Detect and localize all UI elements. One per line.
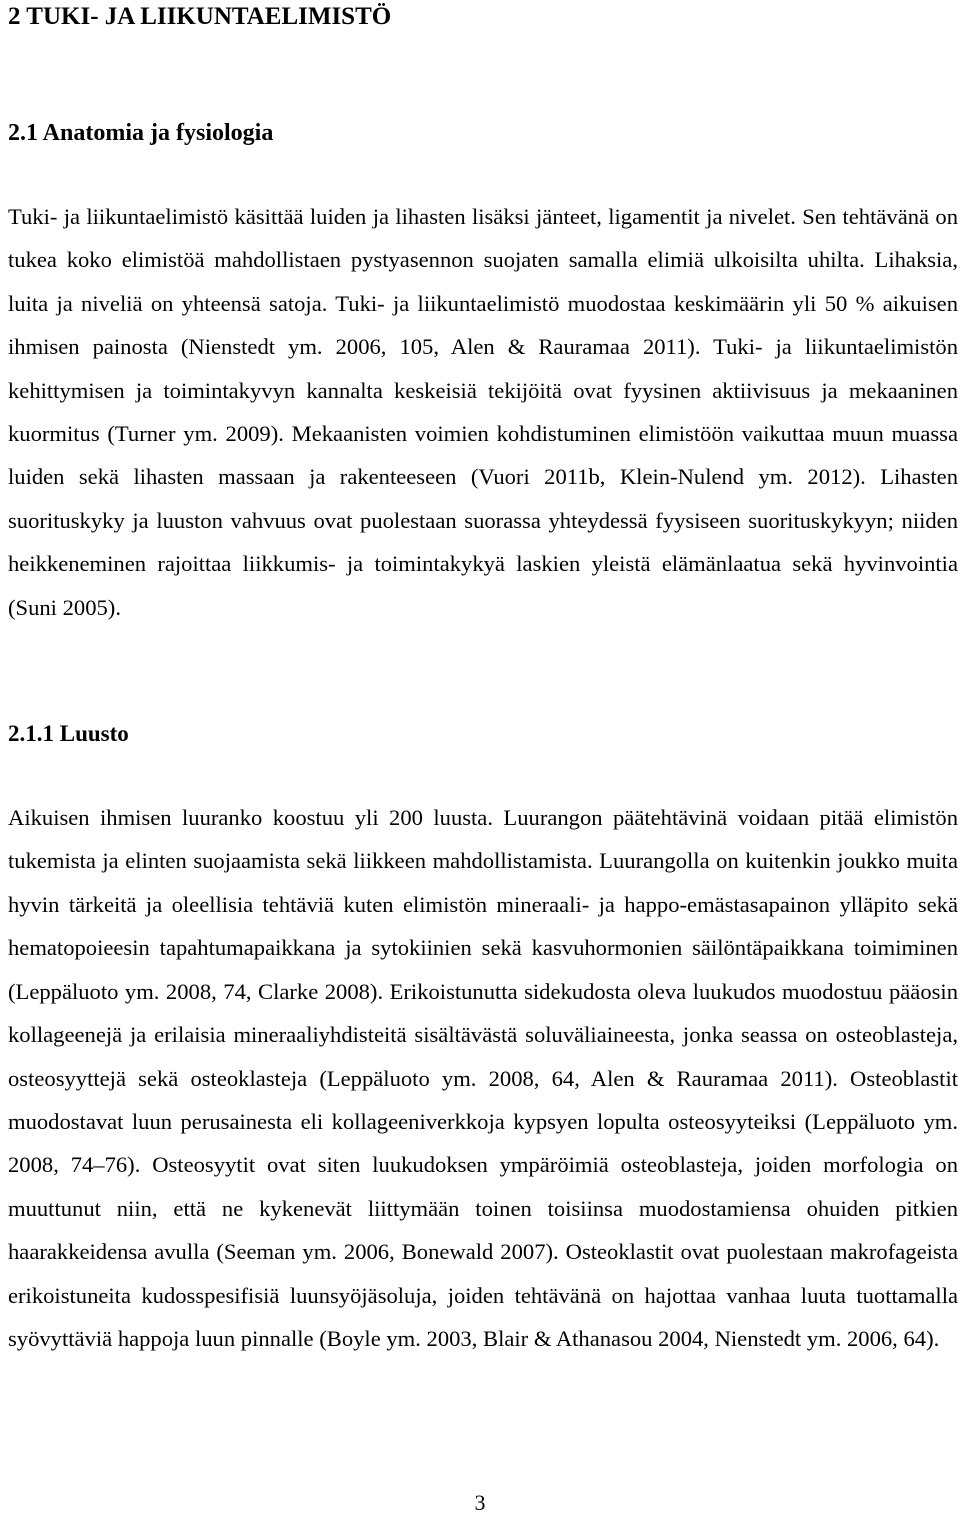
section-paragraph: Tuki- ja liikuntaelimistö käsittää luiden ja lihasten lisäksi jänteet, ligamentit ja nivelet. Sen tehtävänä on tukea koko elimistöä mahdollistaen pystyasennon suojaten samalla elimiä ulkoisilta uhilta. Lihaksia, luita ja niveliä on yhteensä satoja. Tuki- ja liikuntaelimistö muodostaa keskimäärin yli 50 % aikuisen ihmisen painosta (Nienstedt ym. 2006, 105, Alen & Rauramaa 2011). Tuki- ja liikuntaelimistön kehittymisen ja toimintakyvyn kannalta keskeisiä tekijöitä ovat fyysinen aktiivisuus ja mekaaninen kuormitus (Turner ym. 2009). Mekaanisten voimien kohdistuminen elimistöön vaikuttaa muun muassa luiden sekä lihasten massaan ja rakenteeseen (Vuori 2011b, Klein-Nulend ym. 2012). Lihasten suorituskyky ja luuston vahvuus ovat puolestaan suorassa yhteydessä fyysiseen suorituskykyyn; niiden heikkeneminen rajoittaa liikkumis- ja toimintakykyä laskien yleistä elämänlaatua sekä hyvinvointia (Suni 2005). <box>8 204 958 620</box>
subsection-paragraph: Aikuisen ihmisen luuranko koostuu yli 200 luusta. Luurangon päätehtävinä voidaan pitää elimistön tukemista ja elinten suojaamista sekä liikkeen mahdollistamista. Luurangolla on kuitenkin joukko muita hyvin tärkeitä ja oleellisia tehtäviä kuten elimistön mineraali- ja happo-emästasapainon ylläpito sekä hematopoieesin tapahtumapaikkana ja sytokiinien sekä kasvuhormonien säilöntäpaikkana toimiminen (Leppäluoto ym. 2008, 74, Clarke 2008). Erikoistunutta sidekudosta oleva luukudos muodostuu pääosin kollageenejä ja erilaisia mineraaliyhdisteitä sisältävästä soluväliaineesta, jonka seassa on osteoblasteja, osteosyyttejä sekä osteoklasteja (Leppäluoto ym. 2008, 64, Alen & Rauramaa 2011). Osteoblastit muodostavat luun perusainesta eli kollageeniverkkoja kypsyen lopulta osteosyyteiksi (Leppäluoto ym. 2008, 74–76). Osteosyytit ovat siten luukudoksen ympäröimiä osteoblasteja, joiden morfologia on muuttunut niin, että ne kykenevät liittymään toinen toisiinsa muodostamiensa ohuiden pitkien haarakkeidensa avulla (Seeman ym. 2006, Bonewald 2007). Osteoklastit ovat puolestaan makrofageista erikoistuneita kudosspesifisiä luunsyöjäsoluja, joiden tehtävänä on hajottaa vanhaa luuta tuottamalla syövyttäviä happoja luun pinnalle (Boyle ym. 2003, Blair & Athanasou 2004, Nienstedt ym. 2006, 64). <box>8 805 958 1351</box>
document-page <box>8 0 958 1360</box>
subsection-title: 2.1.1 Luusto <box>8 721 129 747</box>
page-number: 3 <box>474 1490 486 1515</box>
chapter-title: 2 TUKI- JA LIIKUNTAELIMISTÖ <box>8 3 392 30</box>
section-title: 2.1 Anatomia ja fysiologia <box>8 120 274 146</box>
